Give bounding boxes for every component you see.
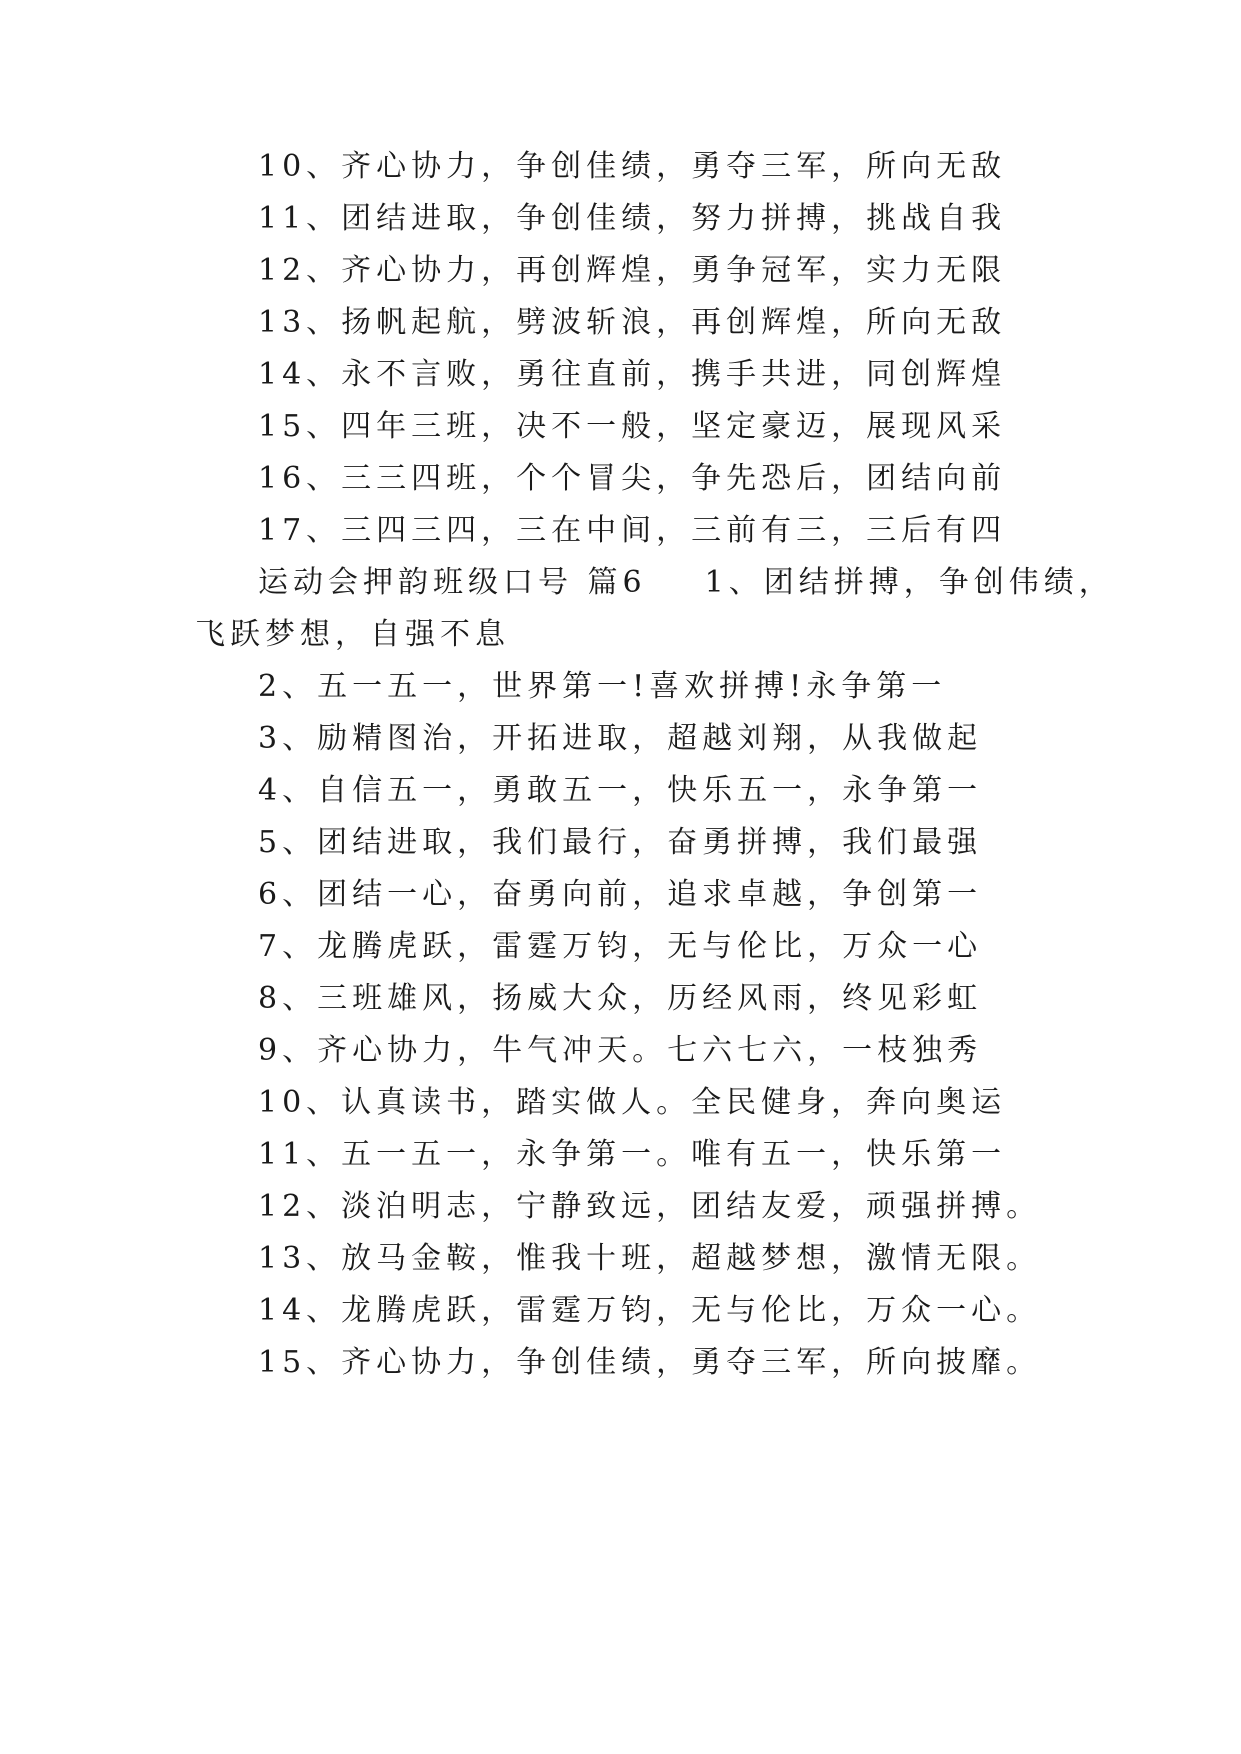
slogan-line: 2、五一五一，世界第一!喜欢拼搏!永争第一 xyxy=(258,669,947,704)
slogan-line: 4、自信五一，勇敢五一，快乐五一，永争第一 xyxy=(258,773,983,808)
slogan-line: 15、四年三班，决不一般，坚定豪迈，展现风采 xyxy=(258,409,1007,444)
slogan-line: 1、团结拼搏，争创伟绩， xyxy=(704,565,1114,600)
slogan-line: 9、齐心协力，牛气冲天。七六七六，一枝独秀 xyxy=(258,1033,983,1068)
slogan-line: 10、认真读书，踏实做人。全民健身，奔向奥运 xyxy=(258,1085,1007,1120)
slogan-line: 7、龙腾虎跃，雷霆万钧，无与伦比，万众一心 xyxy=(258,929,983,964)
slogan-line: 12、淡泊明志，宁静致远，团结友爱，顽强拼搏。 xyxy=(258,1189,1042,1224)
slogan-line: 6、团结一心，奋勇向前，追求卓越，争创第一 xyxy=(258,877,983,912)
slogan-line: 11、团结进取，争创佳绩，努力拼搏，挑战自我 xyxy=(258,201,1007,236)
slogan-line: 14、龙腾虎跃，雷霆万钧，无与伦比，万众一心。 xyxy=(258,1293,1042,1328)
slogan-line: 8、三班雄风，扬威大众，历经风雨，终见彩虹 xyxy=(258,981,983,1016)
slogan-line: 5、团结进取，我们最行，奋勇拼搏，我们最强 xyxy=(258,825,983,860)
slogan-line: 13、放马金鞍，惟我十班，超越梦想，激情无限。 xyxy=(258,1241,1042,1276)
slogan-line: 10、齐心协力，争创佳绩，勇夺三军，所向无敌 xyxy=(258,149,1007,184)
slogan-line: 16、三三四班，个个冒尖，争先恐后，团结向前 xyxy=(258,461,1007,496)
slogan-line-continuation: 飞跃梦想，自强不息 xyxy=(195,617,510,652)
slogan-line: 17、三四三四，三在中间，三前有三，三后有四 xyxy=(258,513,1007,548)
slogan-line: 11、五一五一，永争第一。唯有五一，快乐第一 xyxy=(258,1137,1007,1172)
slogan-line: 14、永不言败，勇往直前，携手共进，同创辉煌 xyxy=(258,357,1007,392)
section-heading-line xyxy=(258,563,1114,603)
slogan-line: 12、齐心协力，再创辉煌，勇争冠军，实力无限 xyxy=(258,253,1007,288)
slogan-line: 13、扬帆起航，劈波斩浪，再创辉煌，所向无敌 xyxy=(258,305,1007,340)
slogan-line: 3、励精图治，开拓进取，超越刘翔，从我做起 xyxy=(258,721,983,756)
section-heading: 运动会押韵班级口号 篇6 xyxy=(258,565,647,600)
slogan-line: 15、齐心协力，争创佳绩，勇夺三军，所向披靡。 xyxy=(258,1345,1042,1380)
